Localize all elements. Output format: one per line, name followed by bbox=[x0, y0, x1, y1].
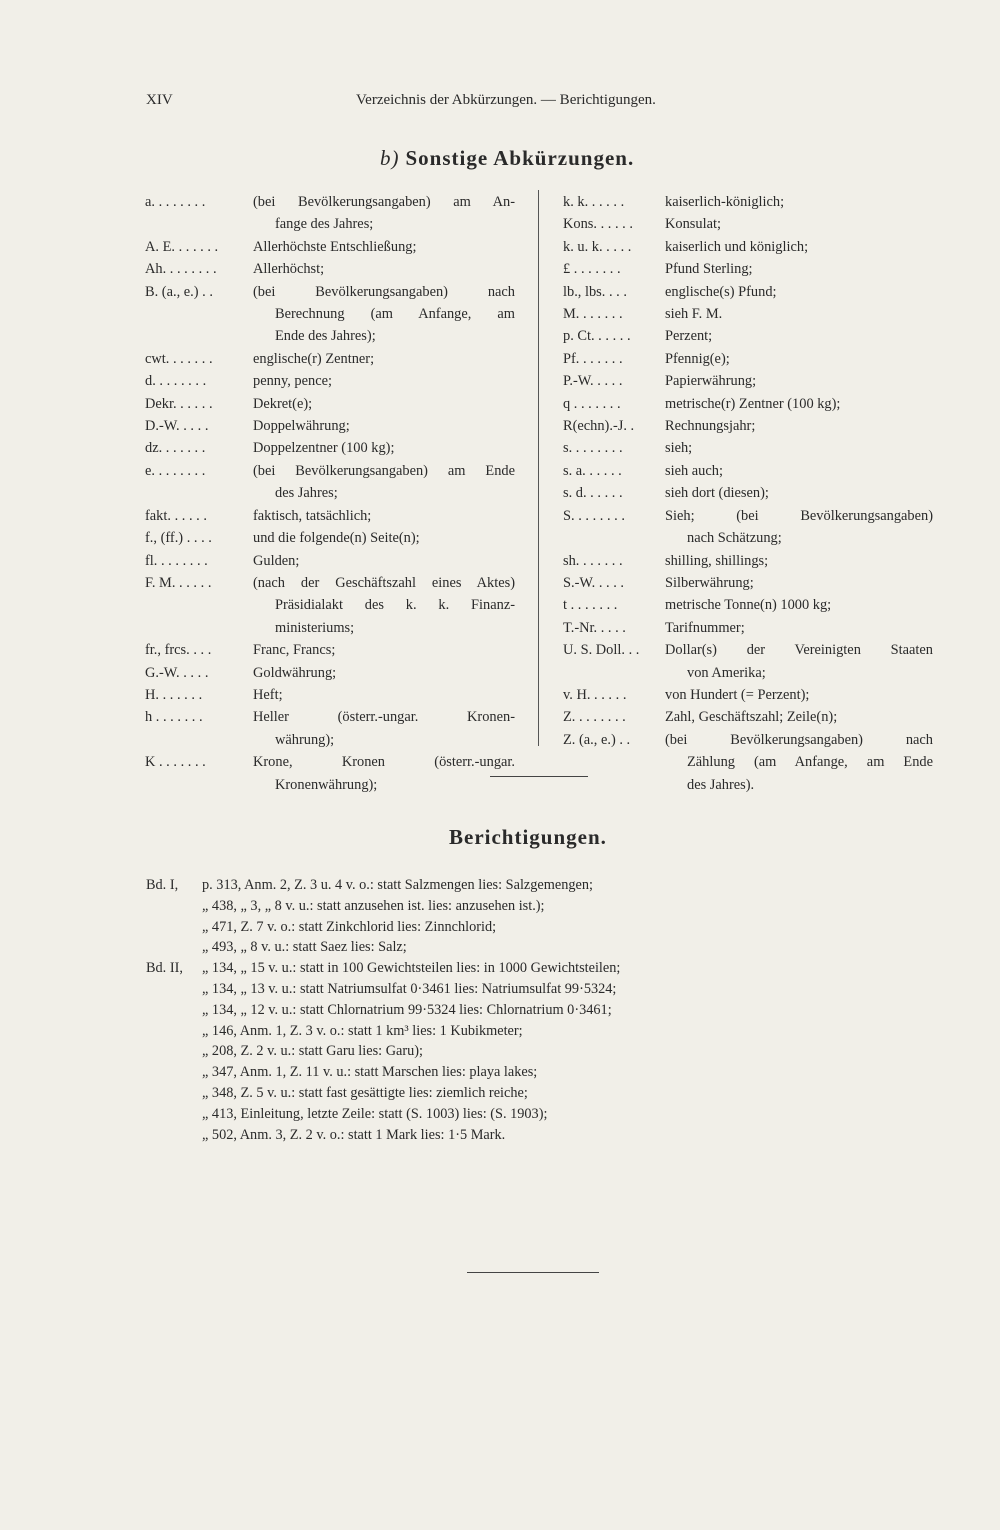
definition-line: shilling, shillings; bbox=[665, 552, 769, 569]
correction-text: „ 413, Einleitung, letzte Zeile: statt (S. 1003) lies: (S. 1903); bbox=[202, 1105, 548, 1122]
definition-line: (nach der Geschäftszahl eines Aktes) bbox=[253, 574, 515, 591]
correction-text: „ 134, „ 12 v. u.: statt Chlornatrium 99·5324 lies: Chlornatrium 0·3461; bbox=[202, 1001, 612, 1018]
definition-line: Gulden; bbox=[253, 552, 300, 569]
definition-line: Präsidialakt des k. k. Finanz- bbox=[275, 597, 515, 614]
abbreviation: S. . . . . . . . bbox=[563, 507, 625, 524]
abbreviation-entry bbox=[563, 505, 933, 550]
volume-label bbox=[146, 917, 202, 938]
corrections-list bbox=[146, 875, 836, 1145]
abbreviation-definition bbox=[253, 348, 515, 370]
abbreviation: Kons. . . . . . bbox=[563, 216, 633, 233]
definition-line: Doppelwährung; bbox=[253, 418, 350, 435]
volume-label bbox=[146, 979, 202, 1000]
abbreviation-entry bbox=[563, 437, 933, 459]
definition-line: penny, pence; bbox=[253, 373, 332, 390]
abbreviation-definition bbox=[665, 594, 933, 616]
abbreviation-column-right bbox=[563, 191, 933, 796]
definition-line: Pfennig(e); bbox=[665, 350, 730, 367]
abbreviation: cwt. . . . . . . bbox=[145, 350, 213, 367]
definition-line: Allerhöchst; bbox=[253, 261, 325, 278]
definition-line: fange des Jahres; bbox=[275, 216, 374, 233]
definition-line: sieh auch; bbox=[665, 462, 723, 479]
abbreviation-definition bbox=[665, 281, 933, 303]
abbreviation-definition bbox=[253, 572, 515, 639]
abbreviation-definition bbox=[253, 460, 515, 505]
abbreviation-definition bbox=[253, 527, 515, 549]
abbreviation-definition bbox=[253, 236, 515, 258]
abbreviation: d. . . . . . . . bbox=[145, 373, 207, 390]
definition-line: (bei Bevölkerungsangaben) am Ende bbox=[253, 462, 515, 479]
definition-line: Goldwährung; bbox=[253, 664, 337, 681]
abbreviation-definition bbox=[253, 662, 515, 684]
abbreviation-entry bbox=[145, 662, 515, 684]
abbreviation-column-left bbox=[145, 191, 515, 796]
definition-line: Allerhöchste Entschließung; bbox=[253, 238, 417, 255]
definition-line: sieh dort (diesen); bbox=[665, 485, 769, 502]
definition-line: Tarifnummer; bbox=[665, 619, 745, 636]
definition-line: Papierwährung; bbox=[665, 373, 757, 390]
abbreviation-definition bbox=[665, 303, 933, 325]
abbreviation-definition bbox=[665, 370, 933, 392]
correction-row bbox=[146, 1041, 836, 1062]
abbreviation: dz. . . . . . . bbox=[145, 440, 206, 457]
abbreviation-definition bbox=[253, 393, 515, 415]
abbreviation-definition bbox=[253, 639, 515, 661]
abbreviation-entry bbox=[145, 348, 515, 370]
correction-text: „ 493, „ 8 v. u.: statt Saez lies: Salz; bbox=[202, 939, 407, 956]
correction-row bbox=[146, 958, 836, 979]
abbreviation-entry bbox=[145, 370, 515, 392]
abbreviation-entry bbox=[563, 460, 933, 482]
abbreviation-entry bbox=[145, 572, 515, 639]
page-number: XIV bbox=[146, 92, 173, 108]
abbreviation-definition bbox=[253, 751, 515, 796]
definition-line: englische(r) Zentner; bbox=[253, 350, 375, 367]
correction-row bbox=[146, 1104, 836, 1125]
correction-text: „ 134, „ 15 v. u.: statt in 100 Gewichtsteilen lies: in 1000 Gewichtsteilen; bbox=[202, 960, 621, 977]
abbreviation-entry bbox=[563, 594, 933, 616]
abbreviation-entry bbox=[563, 550, 933, 572]
abbreviation-definition bbox=[665, 460, 933, 482]
abbreviation-definition bbox=[253, 370, 515, 392]
definition-line: sieh; bbox=[665, 440, 693, 457]
abbreviation-definition bbox=[253, 281, 515, 348]
abbreviation: H. . . . . . . bbox=[145, 686, 203, 703]
abbreviation: D.-W. . . . . bbox=[145, 418, 209, 435]
abbreviation-definition bbox=[665, 617, 933, 639]
abbreviation: T.-Nr. . . . . bbox=[563, 619, 626, 636]
abbreviation: e. . . . . . . . bbox=[145, 462, 206, 479]
definition-line: Silberwährung; bbox=[665, 574, 754, 591]
definition-line: kaiserlich-königlich; bbox=[665, 194, 785, 210]
abbreviation: Ah. . . . . . . . bbox=[145, 261, 217, 278]
abbreviation-entry bbox=[145, 281, 515, 348]
abbreviation: fakt. . . . . . bbox=[145, 507, 207, 524]
abbreviation: s. . . . . . . . bbox=[563, 440, 623, 457]
definition-line: währung); bbox=[275, 731, 335, 748]
abbreviation: p. Ct. . . . . . bbox=[563, 328, 631, 345]
running-title: Verzeichnis der Abkürzungen. — Berichtigungen. bbox=[356, 92, 656, 108]
abbreviation-definition bbox=[253, 550, 515, 572]
correction-text: „ 502, Anm. 3, Z. 2 v. o.: statt 1 Mark lies: 1·5 Mark. bbox=[202, 1126, 506, 1143]
abbreviation-definition bbox=[665, 213, 933, 235]
abbreviation-entry bbox=[145, 393, 515, 415]
abbreviation-definition bbox=[253, 684, 515, 706]
definition-line: des Jahres). bbox=[687, 776, 755, 793]
definition-line: von Hundert (= Perzent); bbox=[665, 686, 810, 703]
abbreviation: M. . . . . . . bbox=[563, 306, 623, 323]
abbreviation-definition bbox=[665, 258, 933, 280]
abbreviation-entry bbox=[145, 527, 515, 549]
section-title bbox=[380, 146, 634, 171]
abbreviation-definition bbox=[253, 415, 515, 437]
abbreviation: U. S. Doll. . . bbox=[563, 642, 640, 659]
definition-line: Doppelzentner (100 kg); bbox=[253, 440, 395, 457]
abbreviation: Z. . . . . . . . bbox=[563, 709, 626, 726]
abbreviation: f., (ff.) . . . . bbox=[145, 530, 212, 547]
abbreviation-definition bbox=[253, 191, 515, 236]
abbreviation-entry bbox=[563, 617, 933, 639]
correction-row bbox=[146, 896, 836, 917]
abbreviation: fr., frcs. . . . bbox=[145, 642, 212, 659]
definition-line: und die folgende(n) Seite(n); bbox=[253, 530, 420, 547]
abbreviation-entry bbox=[563, 258, 933, 280]
correction-row bbox=[146, 1000, 836, 1021]
abbreviation: Dekr. . . . . . bbox=[145, 395, 213, 412]
abbreviation-definition bbox=[665, 482, 933, 504]
abbreviation-entry bbox=[563, 393, 933, 415]
abbreviation-entry bbox=[145, 415, 515, 437]
definition-line: Heller (österr.-ungar. Kronen- bbox=[253, 709, 515, 726]
correction-text: „ 134, „ 13 v. u.: statt Natriumsulfat 0·3461 lies: Natriumsulfat 99·5324; bbox=[202, 980, 617, 997]
volume-label bbox=[146, 1083, 202, 1104]
abbreviation-entry bbox=[145, 639, 515, 661]
volume-label bbox=[146, 1000, 202, 1021]
volume-label bbox=[146, 1041, 202, 1062]
definition-line: kaiserlich und königlich; bbox=[665, 238, 809, 255]
abbreviation-definition bbox=[665, 706, 933, 728]
correction-row bbox=[146, 917, 836, 938]
abbreviation: Z. (a., e.) . . bbox=[563, 731, 631, 748]
abbreviation: s. a. . . . . . bbox=[563, 462, 622, 479]
abbreviation: fl. . . . . . . . bbox=[145, 552, 208, 569]
abbreviation-definition bbox=[665, 325, 933, 347]
abbreviation-definition bbox=[665, 550, 933, 572]
definition-line: Perzent; bbox=[665, 328, 713, 345]
definition-line: Franc, Francs; bbox=[253, 642, 336, 659]
definition-line: metrische(r) Zentner (100 kg); bbox=[665, 395, 841, 412]
section-divider bbox=[490, 776, 588, 777]
abbreviation-definition bbox=[665, 729, 933, 796]
definition-line: englische(s) Pfund; bbox=[665, 283, 777, 300]
abbreviation: K . . . . . . . bbox=[145, 754, 206, 771]
abbreviation-entry bbox=[563, 415, 933, 437]
abbreviation-definition bbox=[665, 639, 933, 684]
abbreviation-definition bbox=[665, 415, 933, 437]
abbreviation-definition bbox=[253, 437, 515, 459]
abbreviation-entry bbox=[145, 437, 515, 459]
berichtigungen-title: Berichtigungen. bbox=[449, 825, 607, 849]
correction-text: „ 208, Z. 2 v. u.: statt Garu lies: Garu); bbox=[202, 1043, 424, 1060]
abbreviation-entry bbox=[145, 751, 515, 796]
volume-label bbox=[146, 1125, 202, 1146]
definition-line: Pfund Sterling; bbox=[665, 261, 753, 278]
abbreviation-entry bbox=[563, 572, 933, 594]
volume-label: Bd. II, bbox=[146, 960, 183, 977]
definition-line: (bei Bevölkerungsangaben) nach bbox=[665, 731, 933, 748]
definition-line: Zahl, Geschäftszahl; Zeile(n); bbox=[665, 709, 838, 726]
volume-label bbox=[146, 1021, 202, 1042]
abbreviation: S.-W. . . . . bbox=[563, 574, 625, 591]
definition-line: (bei Bevölkerungsangaben) nach bbox=[253, 283, 515, 300]
abbreviation-entry bbox=[563, 325, 933, 347]
abbreviation-entry bbox=[563, 639, 933, 684]
end-divider bbox=[467, 1272, 599, 1273]
definition-line: Berechnung (am Anfange, am bbox=[275, 306, 515, 323]
volume-label bbox=[146, 937, 202, 958]
volume-label: Bd. I, bbox=[146, 877, 179, 893]
definition-line: von Amerika; bbox=[687, 664, 766, 681]
abbreviation-entry bbox=[563, 706, 933, 728]
abbreviation-entry bbox=[563, 370, 933, 392]
definition-line: Kronenwährung); bbox=[275, 776, 378, 793]
correction-row bbox=[146, 937, 836, 958]
abbreviation: sh. . . . . . . bbox=[563, 552, 623, 569]
abbreviation-entry bbox=[563, 213, 933, 235]
definition-line: Zählung (am Anfange, am Ende bbox=[687, 754, 933, 771]
abbreviation: R(echn).-J. . bbox=[563, 418, 635, 435]
abbreviation: P.-W. . . . . bbox=[563, 373, 623, 390]
definition-line: metrische Tonne(n) 1000 kg; bbox=[665, 597, 832, 614]
abbreviation: F. M. . . . . . bbox=[145, 574, 212, 591]
abbreviation: k. u. k. . . . . bbox=[563, 238, 632, 255]
abbreviation: a. . . . . . . . bbox=[145, 194, 206, 210]
correction-row bbox=[146, 1062, 836, 1083]
abbreviation-definition bbox=[665, 505, 933, 550]
definition-line: Sieh; (bei Bevölkerungsangaben) bbox=[665, 507, 933, 524]
abbreviation-definition bbox=[665, 348, 933, 370]
abbreviation: lb., lbs. . . . bbox=[563, 283, 627, 300]
definition-line: Krone, Kronen (österr.-ungar. bbox=[253, 754, 515, 771]
abbreviation-definition bbox=[665, 393, 933, 415]
abbreviation: q . . . . . . . bbox=[563, 395, 621, 412]
abbreviation-definition bbox=[253, 258, 515, 280]
volume-label bbox=[146, 1104, 202, 1125]
correction-row bbox=[146, 1083, 836, 1104]
abbreviation-entry bbox=[563, 236, 933, 258]
abbreviation-entry bbox=[145, 550, 515, 572]
abbreviation-entry bbox=[145, 236, 515, 258]
correction-text: „ 146, Anm. 1, Z. 3 v. o.: statt 1 km³ lies: 1 Kubikmeter; bbox=[202, 1022, 523, 1039]
abbreviation-entry bbox=[563, 729, 933, 796]
abbreviation-entry bbox=[145, 684, 515, 706]
abbreviation: £ . . . . . . . bbox=[563, 261, 621, 278]
correction-row bbox=[146, 875, 836, 896]
abbreviation-entry bbox=[563, 482, 933, 504]
abbreviation-entry bbox=[145, 505, 515, 527]
section-label: b) bbox=[380, 146, 400, 170]
abbreviation: h . . . . . . . bbox=[145, 709, 203, 726]
correction-row bbox=[146, 979, 836, 1000]
correction-text: „ 438, „ 3, „ 8 v. u.: statt anzusehen ist. lies: anzusehen ist.); bbox=[202, 897, 545, 914]
definition-line: Rechnungsjahr; bbox=[665, 418, 756, 435]
abbreviation-entry bbox=[563, 281, 933, 303]
abbreviation: G.-W. . . . . bbox=[145, 664, 209, 681]
section-heading: Sonstige Abkürzungen. bbox=[405, 146, 635, 170]
definition-line: Ende des Jahres); bbox=[275, 328, 376, 345]
abbreviation: v. H. . . . . . bbox=[563, 686, 627, 703]
correction-text: „ 471, Z. 7 v. o.: statt Zinkchlorid lies: Zinnchlorid; bbox=[202, 918, 497, 935]
abbreviation-entry bbox=[145, 460, 515, 505]
definition-line: nach Schätzung; bbox=[687, 530, 782, 547]
abbreviation-definition bbox=[665, 572, 933, 594]
definition-line: Dekret(e); bbox=[253, 395, 313, 412]
volume-label bbox=[146, 896, 202, 917]
abbreviation: B. (a., e.) . . bbox=[145, 283, 213, 300]
abbreviation-definition bbox=[665, 236, 933, 258]
correction-row bbox=[146, 1125, 836, 1146]
definition-line: Konsulat; bbox=[665, 216, 721, 233]
abbreviation-entry bbox=[563, 303, 933, 325]
abbreviation-entry bbox=[563, 684, 933, 706]
correction-text: „ 347, Anm. 1, Z. 11 v. u.: statt Marschen lies: playa lakes; bbox=[202, 1064, 538, 1081]
correction-row bbox=[146, 1021, 836, 1042]
abbreviation-entry bbox=[145, 191, 515, 236]
abbreviation-definition bbox=[665, 684, 933, 706]
correction-text: p. 313, Anm. 2, Z. 3 u. 4 v. o.: statt Salzmengen lies: Salzgemengen; bbox=[202, 877, 593, 893]
definition-line: (bei Bevölkerungsangaben) am An- bbox=[253, 194, 515, 210]
abbreviation: A. E. . . . . . . bbox=[145, 238, 219, 255]
abbreviation-definition bbox=[253, 505, 515, 527]
volume-label bbox=[146, 1062, 202, 1083]
definition-line: Dollar(s) der Vereinigten Staaten bbox=[665, 642, 933, 659]
definition-line: sieh F. M. bbox=[665, 306, 723, 323]
abbreviation-definition bbox=[665, 437, 933, 459]
column-divider bbox=[538, 190, 539, 746]
abbreviation: t . . . . . . . bbox=[563, 597, 618, 614]
abbreviation-entry bbox=[563, 191, 933, 213]
abbreviation: Pf. . . . . . . bbox=[563, 350, 623, 367]
correction-text: „ 348, Z. 5 v. u.: statt fast gesättigte lies: ziemlich reiche; bbox=[202, 1084, 528, 1101]
abbreviation-entry bbox=[145, 706, 515, 751]
abbreviation: s. d. . . . . . bbox=[563, 485, 623, 502]
definition-line: Heft; bbox=[253, 686, 283, 703]
abbreviation: k. k. . . . . . bbox=[563, 194, 625, 210]
definition-line: faktisch, tatsächlich; bbox=[253, 507, 372, 524]
abbreviation-definition bbox=[665, 191, 933, 213]
definition-line: des Jahres; bbox=[275, 485, 338, 502]
abbreviation-definition bbox=[253, 706, 515, 751]
abbreviation-entry bbox=[145, 258, 515, 280]
abbreviation-entry bbox=[563, 348, 933, 370]
definition-line: ministeriums; bbox=[275, 619, 355, 636]
